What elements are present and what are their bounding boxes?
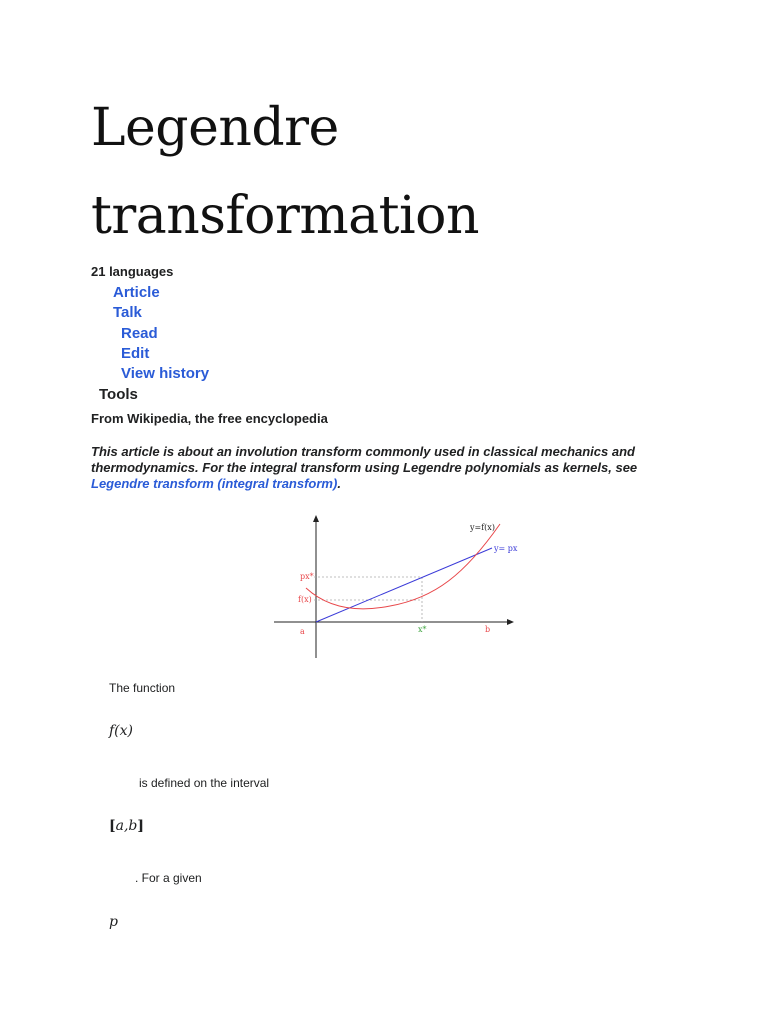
- label-a: a: [300, 627, 305, 636]
- label-x-star: x*: [418, 625, 427, 634]
- legendre-diagram: [270, 512, 520, 662]
- tab-edit[interactable]: Edit: [121, 345, 150, 362]
- math-interval: [109, 818, 144, 834]
- page-title-line-2: transformation: [91, 186, 479, 246]
- hatnote-end: .: [337, 476, 341, 491]
- paragraph-for-given: . For a given: [135, 871, 202, 885]
- paragraph-function: The function: [109, 681, 176, 695]
- language-selector[interactable]: 21 languages: [91, 264, 174, 279]
- curve-f: [306, 524, 500, 609]
- label-px-star: px*: [300, 572, 314, 581]
- tab-view-history[interactable]: View history: [121, 365, 210, 382]
- line-y-px: [316, 548, 492, 622]
- site-tagline: From Wikipedia, the free encyclopedia: [91, 411, 328, 426]
- label-curve: y=f(x): [470, 523, 495, 532]
- tab-read[interactable]: Read: [121, 325, 158, 342]
- math-interval-close: ]: [137, 818, 145, 834]
- math-interval-open: [: [109, 818, 116, 834]
- hatnote-link[interactable]: Legendre transform (integral transform): [91, 476, 338, 491]
- x-axis-arrow: [507, 619, 514, 625]
- tab-article[interactable]: Article: [113, 284, 160, 301]
- label-b: b: [485, 625, 491, 634]
- label-fx-star: f(x): [298, 595, 312, 604]
- y-axis-arrow: [313, 515, 319, 522]
- page-title-line-1: Legendre: [91, 98, 339, 158]
- page-title: [91, 84, 479, 260]
- hatnote: [91, 444, 691, 492]
- paragraph-interval: is defined on the interval: [139, 776, 270, 790]
- math-p: p: [109, 914, 118, 930]
- math-f-of-x: f(x): [109, 723, 134, 739]
- tab-talk[interactable]: Talk: [113, 304, 142, 321]
- math-interval-inner: a,b: [115, 818, 138, 834]
- figure: [270, 512, 520, 667]
- hatnote-text: This article is about an involution transform commonly used in classical mechanics and thermodynamics. For the integral transform using Legendre polynomials as kernels, see: [91, 444, 638, 475]
- tools-menu[interactable]: Tools: [99, 386, 138, 403]
- label-line: y= px: [494, 544, 518, 553]
